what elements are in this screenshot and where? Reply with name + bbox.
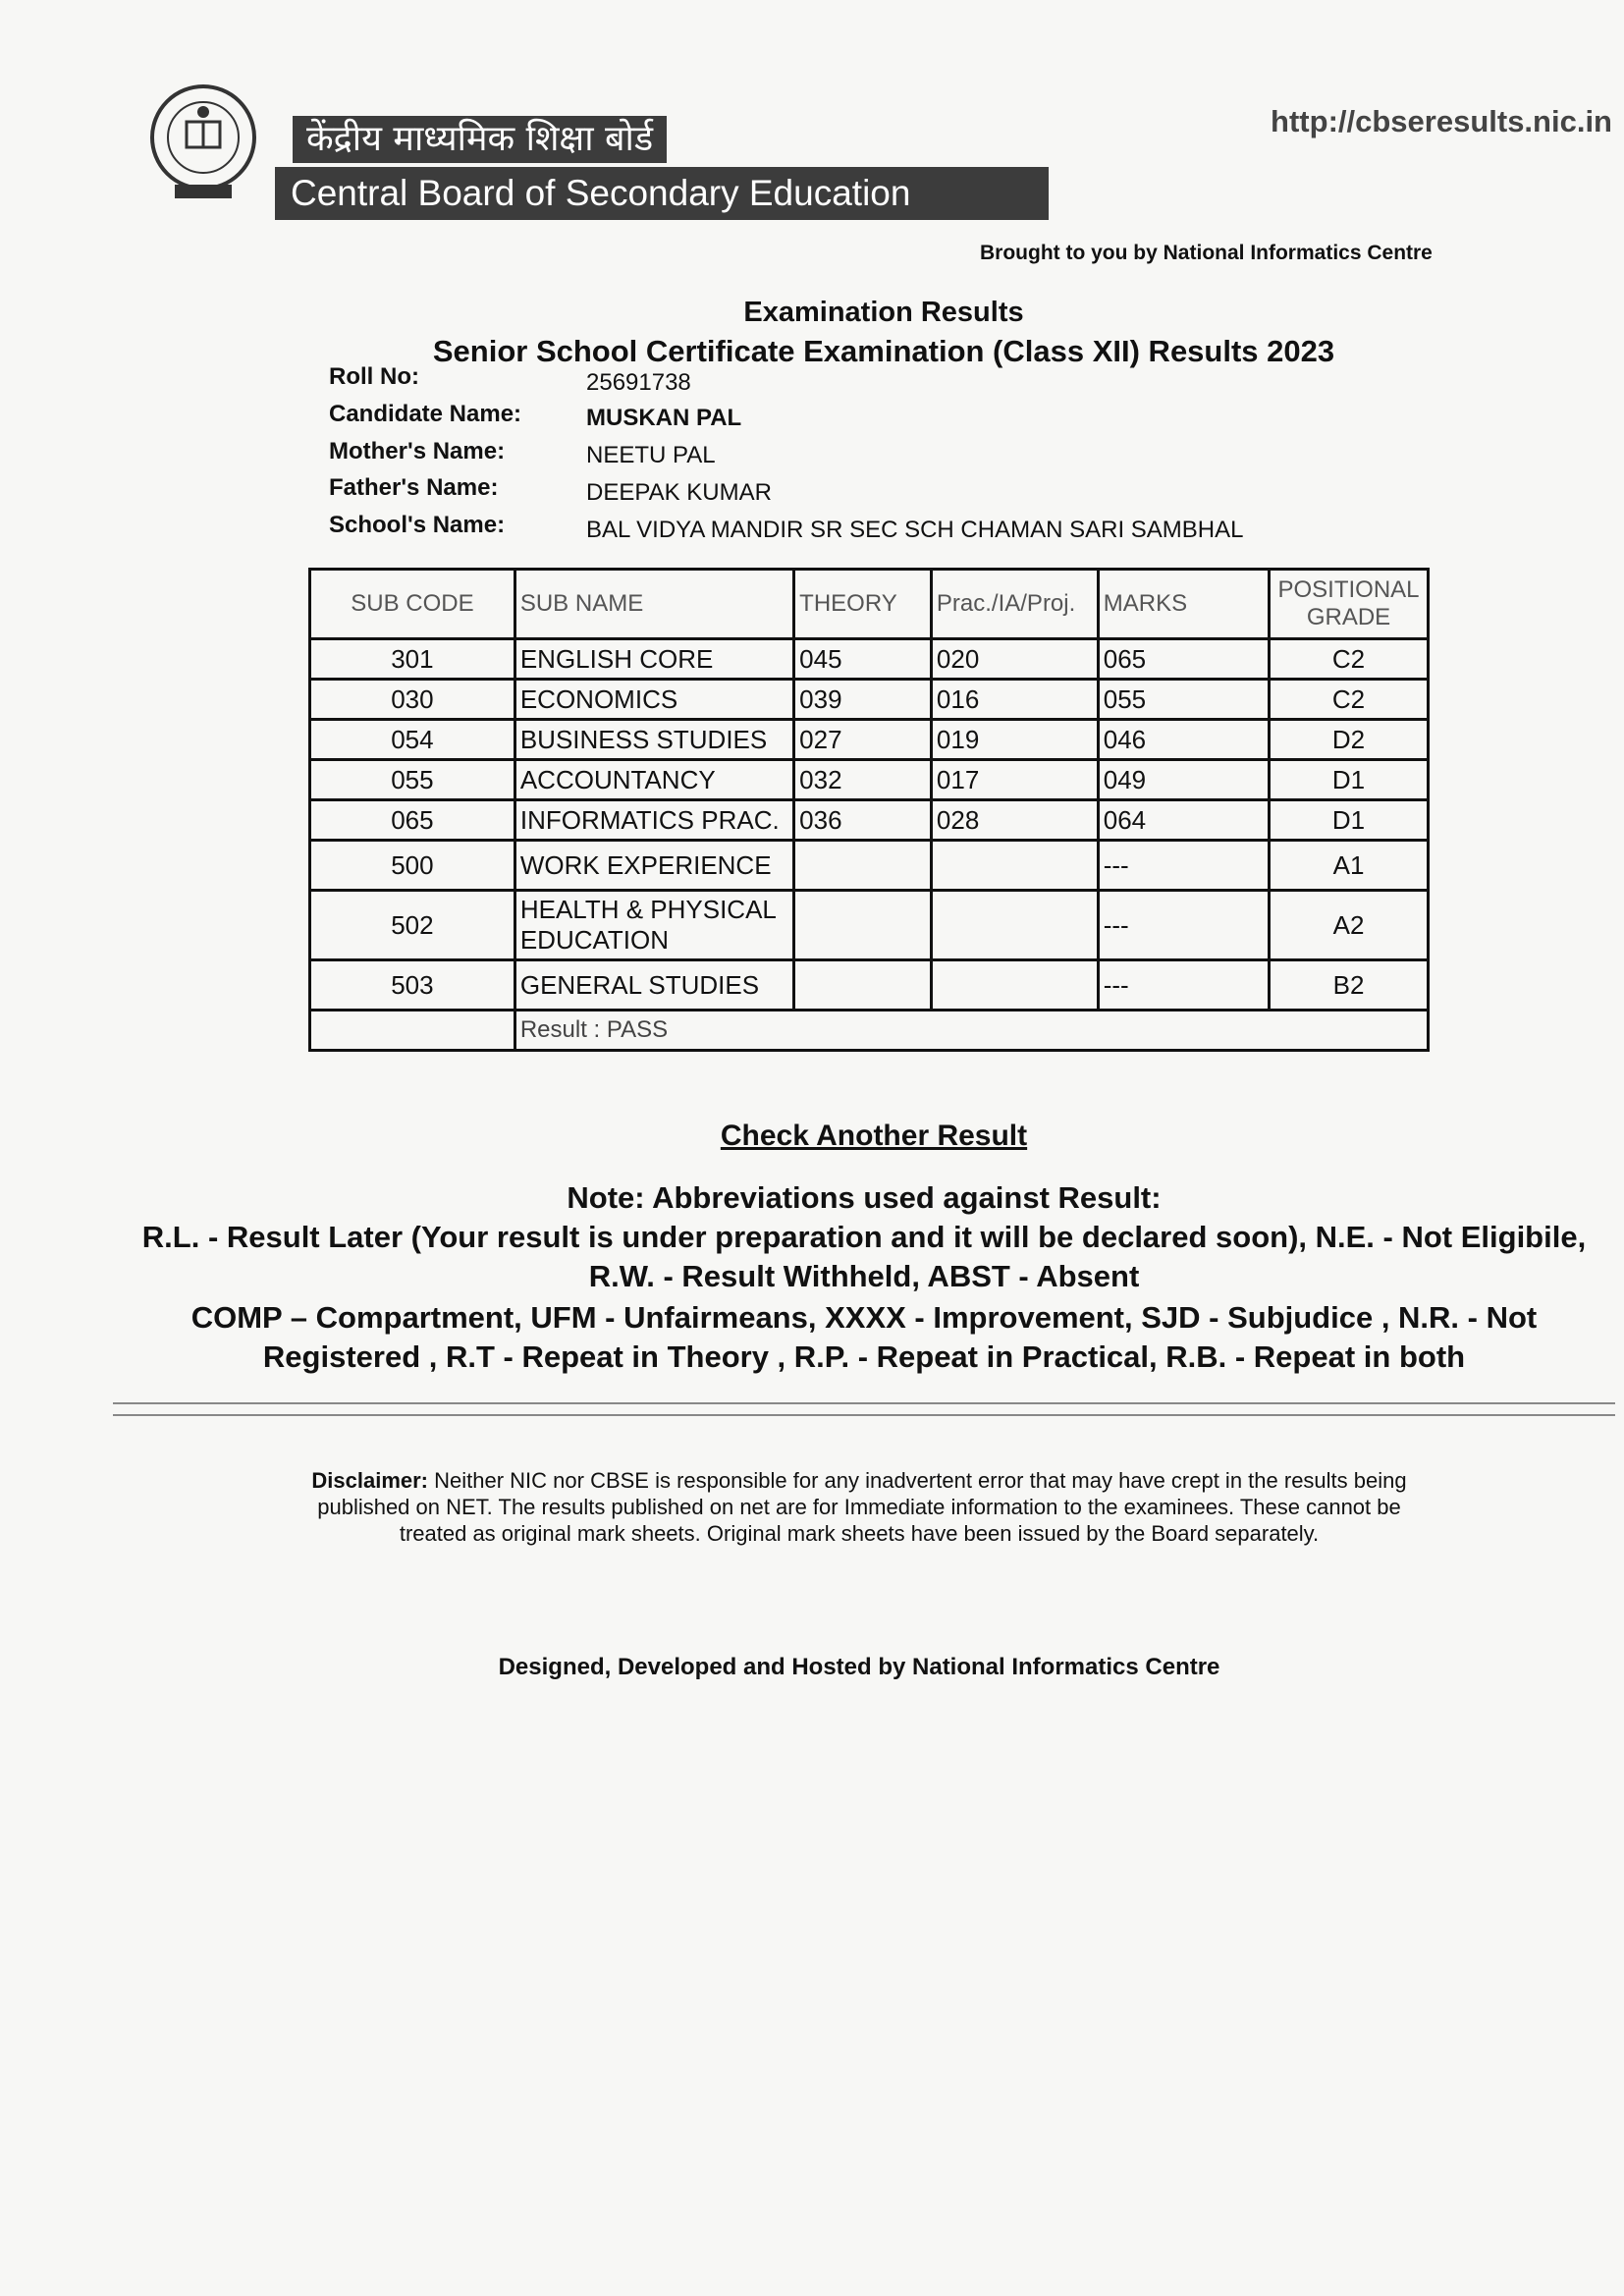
exam-subtitle: Senior School Certificate Examination (Class XII) Results 2023 <box>432 334 1335 368</box>
table-header-row <box>310 570 1429 639</box>
theory-cell <box>794 841 932 891</box>
practical-cell <box>931 960 1098 1011</box>
sub-code-cell: 054 <box>310 720 515 760</box>
table-row <box>310 680 1429 720</box>
theory-cell: 027 <box>794 720 932 760</box>
grade-cell: C2 <box>1270 639 1429 680</box>
header-sub-code: SUB CODE <box>310 570 515 639</box>
disclaimer <box>299 1467 1419 1547</box>
sub-name-cell: ACCOUNTANCY <box>514 760 793 800</box>
grade-cell: D2 <box>1270 720 1429 760</box>
footer-credit: Designed, Developed and Hosted by National Informatics Centre <box>498 1654 1220 1680</box>
header-positional-grade: POSITIONAL GRADE <box>1270 570 1429 639</box>
site-url[interactable]: http://cbseresults.nic.in <box>1271 104 1612 138</box>
notes-line-3: COMP – Compartment, UFM - Unfairmeans, XXXX - Improvement, SJD - Subjudice , N.R. - Not <box>190 1300 1538 1335</box>
board-name-english: Central Board of Secondary Education <box>275 167 1049 220</box>
marks-cell: 065 <box>1098 639 1269 680</box>
result-row <box>310 1011 1429 1051</box>
theory-cell: 039 <box>794 680 932 720</box>
marks-cell: 055 <box>1098 680 1269 720</box>
result-label: Result : <box>519 1016 601 1043</box>
page-title: Examination Results <box>743 297 1024 328</box>
disclaimer-label: Disclaimer: <box>311 1468 429 1493</box>
mother-name-value: NEETU PAL <box>586 442 716 468</box>
sub-code-cell: 055 <box>310 760 515 800</box>
cbse-logo-icon <box>147 79 260 206</box>
sub-code-cell: 502 <box>310 891 515 960</box>
result-empty-cell <box>310 1011 515 1051</box>
practical-cell: 019 <box>931 720 1098 760</box>
header-theory: THEORY <box>794 570 932 639</box>
theory-cell: 045 <box>794 639 932 680</box>
sub-code-cell: 301 <box>310 639 515 680</box>
father-name-value: DEEPAK KUMAR <box>586 479 772 506</box>
mother-name-label: Mother's Name: <box>329 438 506 465</box>
disclaimer-text: Neither NIC nor CBSE is responsible for any inadvertent error that may have crept in the results being published on NET. The results published on net are for Immediate information to the examinees. These cannot be treated as original mark sheets. Original mark sheets have been issued by the Board separately. <box>317 1468 1407 1546</box>
board-name-hindi: केंद्रीय माध्यमिक शिक्षा बोर्ड <box>293 116 667 163</box>
divider <box>113 1402 1615 1404</box>
table-row <box>310 841 1429 891</box>
roll-label: Roll No: <box>329 363 419 390</box>
result-cell <box>514 1011 1428 1051</box>
theory-cell <box>794 891 932 960</box>
marks-cell: 064 <box>1098 800 1269 841</box>
sub-code-cell: 030 <box>310 680 515 720</box>
table-row <box>310 891 1429 960</box>
sub-name-cell: INFORMATICS PRAC. <box>514 800 793 841</box>
grade-cell: D1 <box>1270 800 1429 841</box>
school-name-value: BAL VIDYA MANDIR SR SEC SCH CHAMAN SARI SAMBHAL <box>586 517 1244 543</box>
practical-cell: 028 <box>931 800 1098 841</box>
check-another-result-link[interactable]: Check Another Result <box>720 1120 1028 1152</box>
sub-code-cell: 065 <box>310 800 515 841</box>
table-row <box>310 639 1429 680</box>
theory-cell: 032 <box>794 760 932 800</box>
grade-cell: A2 <box>1270 891 1429 960</box>
father-name-label: Father's Name: <box>329 474 499 501</box>
marks-cell: --- <box>1098 960 1269 1011</box>
grade-cell: D1 <box>1270 760 1429 800</box>
table-row <box>310 960 1429 1011</box>
school-name-label: School's Name: <box>329 512 506 538</box>
header-sub-name: SUB NAME <box>514 570 793 639</box>
practical-cell: 017 <box>931 760 1098 800</box>
candidate-name-value: MUSKAN PAL <box>586 405 742 431</box>
table-row <box>310 800 1429 841</box>
marks-cell: 049 <box>1098 760 1269 800</box>
sub-name-cell: BUSINESS STUDIES <box>514 720 793 760</box>
notes-heading: Note: Abbreviations used against Result: <box>567 1180 1162 1215</box>
roll-value: 25691738 <box>586 369 691 396</box>
sub-name-cell: ECONOMICS <box>514 680 793 720</box>
sub-code-cell: 500 <box>310 841 515 891</box>
practical-cell: 020 <box>931 639 1098 680</box>
theory-cell <box>794 960 932 1011</box>
practical-cell: 016 <box>931 680 1098 720</box>
theory-cell: 036 <box>794 800 932 841</box>
sub-name-cell: GENERAL STUDIES <box>514 960 793 1011</box>
marks-cell: --- <box>1098 891 1269 960</box>
marks-table <box>308 568 1430 1052</box>
header-practical: Prac./IA/Proj. <box>931 570 1098 639</box>
practical-cell <box>931 841 1098 891</box>
grade-cell: A1 <box>1270 841 1429 891</box>
notes-line-1: R.L. - Result Later (Your result is under preparation and it will be declared soon), N.E. - Not Eligibile, <box>141 1220 1587 1254</box>
grade-cell: C2 <box>1270 680 1429 720</box>
notes-line-2: R.W. - Result Withheld, ABST - Absent <box>588 1259 1140 1293</box>
sub-name-cell: WORK EXPERIENCE <box>514 841 793 891</box>
header-marks: MARKS <box>1098 570 1269 639</box>
candidate-name-label: Candidate Name: <box>329 401 522 427</box>
notes-line-4: Registered , R.T - Repeat in Theory , R.P. - Repeat in Practical, R.B. - Repeat in both <box>262 1339 1466 1374</box>
marks-cell: 046 <box>1098 720 1269 760</box>
table-row <box>310 760 1429 800</box>
divider <box>113 1414 1615 1416</box>
result-value: PASS <box>606 1016 669 1043</box>
sub-code-cell: 503 <box>310 960 515 1011</box>
brought-by-text: Brought to you by National Informatics Centre <box>980 242 1433 264</box>
table-row <box>310 720 1429 760</box>
practical-cell <box>931 891 1098 960</box>
marks-cell: --- <box>1098 841 1269 891</box>
sub-name-cell: ENGLISH CORE <box>514 639 793 680</box>
sub-name-cell: HEALTH & PHYSICAL EDUCATION <box>514 891 793 960</box>
grade-cell: B2 <box>1270 960 1429 1011</box>
